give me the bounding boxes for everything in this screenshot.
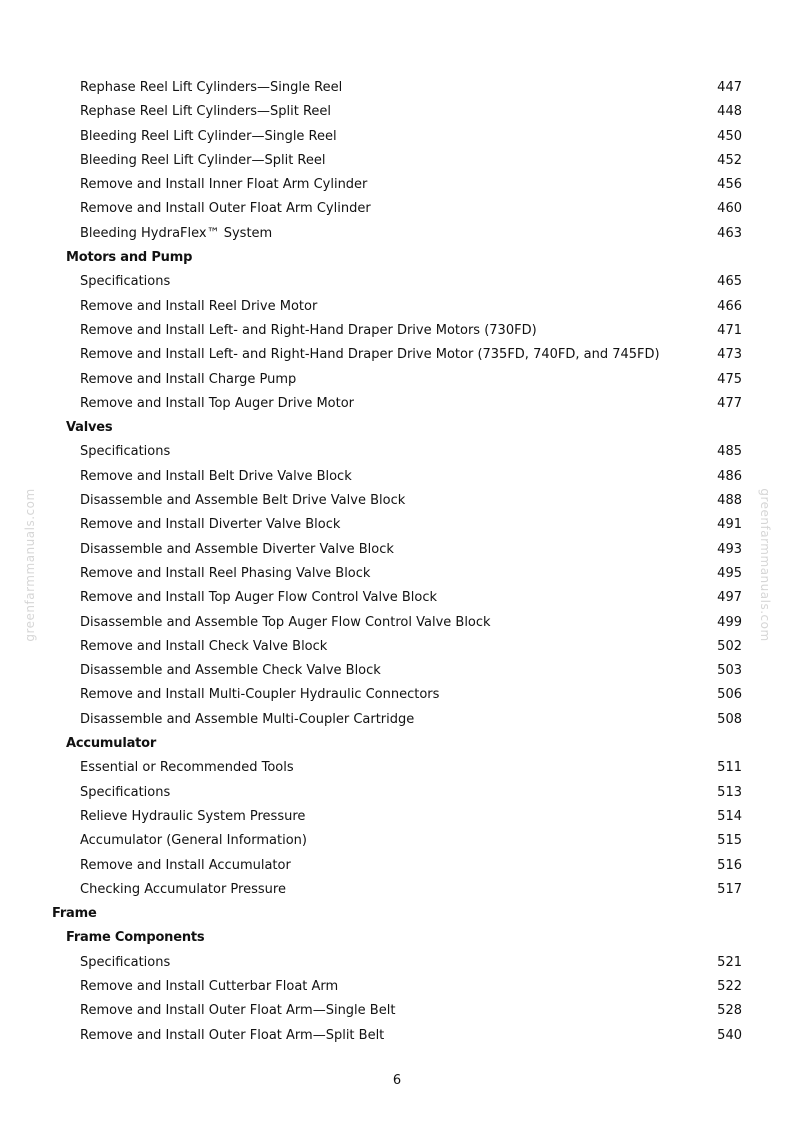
toc-entry[interactable] (0, 756, 794, 780)
page-number: 6 (392, 1073, 402, 1088)
toc-entry-title: Accumulator (66, 736, 157, 752)
toc-entry-title: Remove and Install Left- and Right-Hand Draper Drive Motors (730FD) (80, 322, 537, 338)
watermark-right: greenfarmmanuals.com (758, 488, 772, 642)
toc-entry-page: 448 (717, 104, 742, 120)
toc-entry[interactable] (0, 270, 794, 294)
toc-entry-title: Remove and Install Left- and Right-Hand Draper Drive Motor (735FD, 740FD, and 745FD) (80, 347, 660, 363)
toc-entry-page: 517 (717, 881, 742, 897)
toc-entry-title: Disassemble and Assemble Multi-Coupler Cartridge (80, 711, 415, 727)
toc-entry-title: Motors and Pump (66, 250, 193, 266)
toc-entry-title: Frame Components (66, 930, 205, 946)
toc-entry-page: 456 (717, 177, 742, 193)
toc-entry-page: 473 (717, 347, 742, 363)
toc-entry[interactable] (0, 854, 794, 878)
toc-entry-title: Remove and Install Accumulator (80, 857, 291, 873)
toc-entry-title: Disassemble and Assemble Diverter Valve Block (80, 541, 394, 557)
toc-entry-title: Remove and Install Diverter Valve Block (80, 517, 341, 533)
toc-entry[interactable] (0, 465, 794, 489)
toc-chapter-heading[interactable] (0, 902, 794, 926)
toc-entry-title: Specifications (80, 444, 171, 460)
toc-entry-title: Specifications (80, 274, 171, 290)
toc-entry-page: 463 (717, 225, 742, 241)
toc-entry-page: 493 (717, 541, 742, 557)
toc-entry-page: 460 (717, 201, 742, 217)
toc-entry-page: 503 (717, 663, 742, 679)
toc-entry[interactable] (0, 975, 794, 999)
toc-entry-page: 516 (717, 857, 742, 873)
toc-entry[interactable] (0, 708, 794, 732)
toc-entry-title: Disassemble and Assemble Check Valve Block (80, 663, 381, 679)
toc-entry-title: Remove and Install Check Valve Block (80, 638, 328, 654)
toc-entry[interactable] (0, 1024, 794, 1048)
toc-entry-title: Specifications (80, 784, 171, 800)
toc-entry[interactable] (0, 683, 794, 707)
toc-entry-title: Rephase Reel Lift Cylinders—Split Reel (80, 104, 332, 120)
toc-entry[interactable] (0, 829, 794, 853)
toc-entry-page: 514 (717, 808, 742, 824)
toc-entry[interactable] (0, 586, 794, 610)
toc-entry-title: Remove and Install Charge Pump (80, 371, 297, 387)
toc-entry-page: 521 (717, 954, 742, 970)
toc-section-heading[interactable] (0, 926, 794, 950)
toc-entry-title: Relieve Hydraulic System Pressure (80, 808, 306, 824)
toc-entry-page: 477 (717, 395, 742, 411)
toc-entry-title: Remove and Install Inner Float Arm Cylinder (80, 177, 368, 193)
toc-entry-page: 499 (717, 614, 742, 630)
toc-entry-title: Remove and Install Outer Float Arm—Split Belt (80, 1027, 385, 1043)
toc-entry-page: 486 (717, 468, 742, 484)
toc-entry[interactable] (0, 562, 794, 586)
toc-entry[interactable] (0, 222, 794, 246)
toc-entry-page: 522 (717, 978, 742, 994)
toc-entry-title: Remove and Install Reel Drive Motor (80, 298, 318, 314)
toc-entry-title: Valves (66, 420, 113, 436)
toc-entry-title: Essential or Recommended Tools (80, 760, 294, 776)
toc-section-heading[interactable] (0, 732, 794, 756)
toc-entry-page: 528 (717, 1003, 742, 1019)
toc-entry-title: Remove and Install Cutterbar Float Arm (80, 978, 339, 994)
toc-entry-title: Remove and Install Outer Float Arm Cylinder (80, 201, 371, 217)
toc-entry-title: Accumulator (General Information) (80, 833, 307, 849)
toc-entry[interactable] (0, 951, 794, 975)
toc-entry-page: 497 (717, 590, 742, 606)
toc-entry-page: 465 (717, 274, 742, 290)
table-of-contents (0, 76, 794, 1048)
toc-entry[interactable] (0, 513, 794, 537)
toc-entry-page: 506 (717, 687, 742, 703)
toc-entry-title: Disassemble and Assemble Belt Drive Valve Block (80, 493, 406, 509)
toc-entry-title: Checking Accumulator Pressure (80, 881, 286, 897)
toc-entry-page: 491 (717, 517, 742, 533)
toc-entry-title: Remove and Install Outer Float Arm—Single Belt (80, 1003, 396, 1019)
toc-entry-title: Disassemble and Assemble Top Auger Flow Control Valve Block (80, 614, 491, 630)
toc-entry-page: 540 (717, 1027, 742, 1043)
toc-entry-title: Remove and Install Multi-Coupler Hydraulic Connectors (80, 687, 440, 703)
toc-entry-title: Remove and Install Top Auger Drive Motor (80, 395, 355, 411)
toc-entry-page: 513 (717, 784, 742, 800)
toc-entry[interactable] (0, 100, 794, 124)
toc-entry[interactable] (0, 611, 794, 635)
toc-entry-page: 488 (717, 493, 742, 509)
toc-section-heading[interactable] (0, 246, 794, 270)
toc-entry-page: 502 (717, 638, 742, 654)
toc-entry[interactable] (0, 878, 794, 902)
toc-entry-title: Bleeding HydraFlex™ System (80, 225, 273, 241)
toc-entry[interactable] (0, 489, 794, 513)
toc-entry-page: 452 (717, 152, 742, 168)
toc-entry-page: 450 (717, 128, 742, 144)
toc-entry[interactable] (0, 149, 794, 173)
toc-entry-page: 447 (717, 80, 742, 95)
toc-entry[interactable] (0, 635, 794, 659)
toc-entry-title: Specifications (80, 954, 171, 970)
toc-entry[interactable] (0, 440, 794, 464)
toc-entry-page: 475 (717, 371, 742, 387)
toc-section-heading[interactable] (0, 416, 794, 440)
toc-entry[interactable] (0, 999, 794, 1023)
watermark-left: greenfarmmanuals.com (23, 488, 37, 642)
toc-entry[interactable] (0, 392, 794, 416)
toc-entry-page: 466 (717, 298, 742, 314)
toc-entry-page: 511 (717, 760, 742, 776)
toc-entry[interactable] (0, 343, 794, 367)
toc-entry-title: Rephase Reel Lift Cylinders—Single Reel (80, 80, 343, 95)
toc-entry-title: Bleeding Reel Lift Cylinder—Single Reel (80, 128, 337, 144)
toc-entry[interactable] (0, 659, 794, 683)
toc-entry[interactable] (0, 781, 794, 805)
toc-entry[interactable] (0, 319, 794, 343)
toc-entry-page: 515 (717, 833, 742, 849)
toc-entry-title: Remove and Install Top Auger Flow Control Valve Block (80, 590, 438, 606)
toc-entry[interactable] (0, 295, 794, 319)
toc-entry-title: Frame (52, 906, 97, 922)
toc-entry-title: Remove and Install Belt Drive Valve Block (80, 468, 352, 484)
toc-entry[interactable] (0, 125, 794, 149)
toc-entry-page: 471 (717, 322, 742, 338)
toc-entry[interactable] (0, 368, 794, 392)
toc-entry[interactable] (0, 538, 794, 562)
toc-entry[interactable] (0, 173, 794, 197)
toc-entry-page: 485 (717, 444, 742, 460)
toc-entry-page: 508 (717, 711, 742, 727)
toc-entry-title: Bleeding Reel Lift Cylinder—Split Reel (80, 152, 326, 168)
toc-entry[interactable] (0, 197, 794, 221)
toc-entry-page: 495 (717, 565, 742, 581)
toc-entry[interactable] (0, 805, 794, 829)
toc-entry-title: Remove and Install Reel Phasing Valve Block (80, 565, 371, 581)
toc-entry[interactable] (0, 76, 794, 100)
